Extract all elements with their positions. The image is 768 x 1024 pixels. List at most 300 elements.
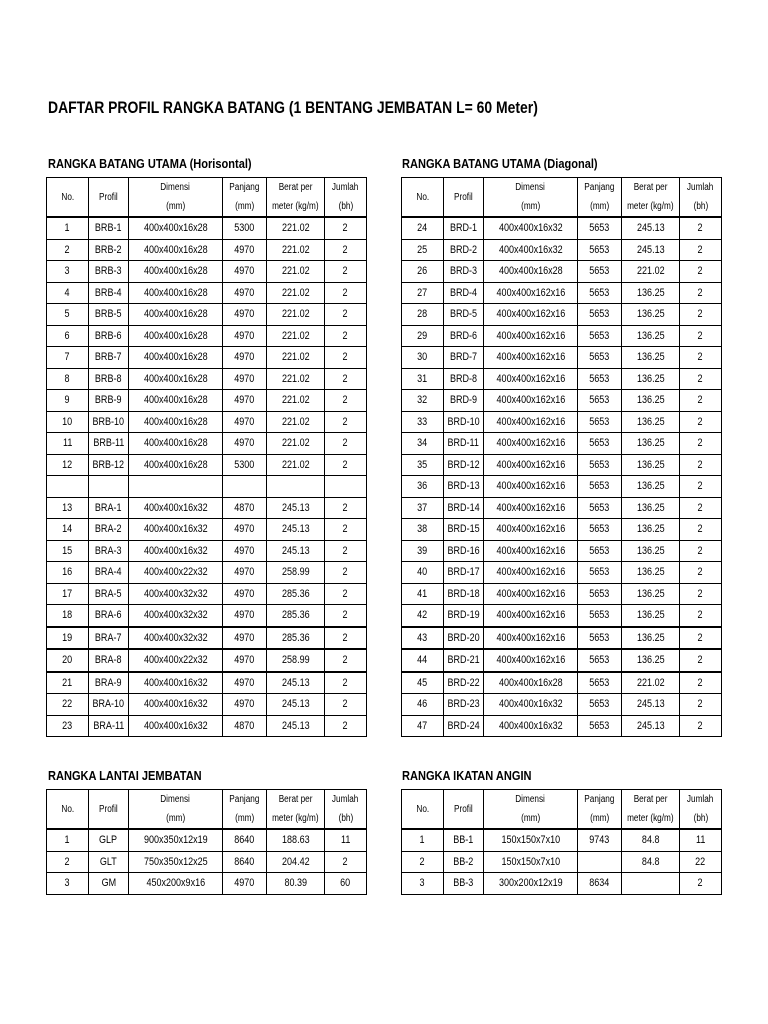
- table-cell: [223, 454, 267, 476]
- table-cell: [129, 851, 223, 873]
- table-cell: [267, 476, 325, 498]
- table-cell: [267, 694, 325, 716]
- header-berat-unit-label: meter (kg/m): [272, 201, 319, 212]
- cell-value: 400x400x162x16: [496, 631, 565, 644]
- header-panjang-unit: [223, 197, 267, 217]
- table-cell: [267, 605, 325, 627]
- table-cell: [444, 476, 484, 498]
- table-cell: [578, 649, 622, 672]
- table-cell: [402, 454, 444, 476]
- cell-value: 221.02: [281, 458, 310, 471]
- cell-value: 221.02: [281, 394, 310, 407]
- table-cell: [444, 694, 484, 716]
- cell-value: 5653: [589, 308, 610, 321]
- cell-value: 17: [62, 587, 73, 600]
- table-cell: [622, 368, 680, 390]
- table-cell: [484, 217, 578, 239]
- table-cell: [444, 261, 484, 283]
- cell-value: 11: [695, 834, 706, 847]
- table-row: [47, 282, 367, 304]
- table-cell: [402, 583, 444, 605]
- cell-value: 32: [417, 394, 428, 407]
- table-cell: [129, 347, 223, 369]
- cell-value: 245.13: [281, 501, 310, 514]
- cell-value: 2: [64, 243, 71, 256]
- header-profil-label: Profil: [99, 191, 118, 203]
- cell-value: 300x200x12x19: [498, 877, 563, 890]
- cell-value: 2: [342, 855, 349, 868]
- table-cell: [444, 627, 484, 650]
- header-panjang: [578, 790, 622, 810]
- table-cell: [444, 562, 484, 584]
- cell-value: BRB-4: [95, 286, 122, 299]
- table-cell: [223, 583, 267, 605]
- header-dimensi-unit: [129, 809, 223, 829]
- header-jumlah-label: Jumlah: [332, 182, 359, 193]
- cell-value: 4970: [234, 877, 255, 890]
- header-panjang-unit-label: (mm): [589, 813, 610, 824]
- table-row: [402, 672, 722, 694]
- cell-value: 2: [342, 719, 349, 732]
- table-diagonal: [401, 177, 722, 737]
- cell-value: 4970: [234, 566, 255, 579]
- cell-value: 285.36: [281, 609, 310, 622]
- table-cell: [325, 304, 367, 326]
- cell-value: 221.02: [281, 329, 310, 342]
- table-row: [402, 261, 722, 283]
- table-cell: [484, 368, 578, 390]
- table-row: [47, 390, 367, 412]
- cell-value: 2: [342, 243, 349, 256]
- cell-value: 245.13: [281, 676, 310, 689]
- cell-value: 5653: [589, 501, 610, 514]
- table-row: [47, 217, 367, 239]
- table-cell: [325, 694, 367, 716]
- table-cell: [444, 519, 484, 541]
- header-jumlah-unit-label: (bh): [338, 201, 353, 212]
- table-cell: [402, 304, 444, 326]
- table-cell: [129, 282, 223, 304]
- cell-value: 2: [697, 394, 704, 407]
- cell-value: 400x400x16x32: [143, 698, 208, 711]
- cell-value: 221.02: [636, 265, 665, 278]
- cell-value: BRD-19: [447, 609, 480, 622]
- cell-value: 136.25: [636, 308, 665, 321]
- cell-value: 23: [62, 719, 73, 732]
- cell-value: BRB-6: [95, 329, 122, 342]
- header-berat-label: Berat per: [633, 794, 668, 805]
- table-cell: [223, 261, 267, 283]
- cell-value: 136.25: [636, 286, 665, 299]
- table-cell: [680, 562, 722, 584]
- cell-value: BRD-21: [447, 654, 480, 667]
- table-row: [47, 476, 367, 498]
- cell-value: BRD-2: [449, 243, 478, 256]
- table-cell: [578, 368, 622, 390]
- table-cell: [402, 325, 444, 347]
- table-cell: [484, 715, 578, 737]
- cell-value: 2: [697, 480, 704, 493]
- cell-value: 8640: [234, 834, 255, 847]
- cell-value: 400x400x16x32: [498, 719, 563, 732]
- table-cell: [444, 851, 484, 873]
- table-cell: [47, 715, 89, 737]
- table-cell: [89, 304, 129, 326]
- cell-value: 5653: [589, 631, 610, 644]
- table-cell: [578, 325, 622, 347]
- header-dimensi: [129, 178, 223, 198]
- cell-value: 2: [342, 698, 349, 711]
- cell-value: 400x400x16x28: [498, 676, 563, 689]
- table-cell: [223, 239, 267, 261]
- table-cell: [578, 672, 622, 694]
- cell-value: 900x350x12x19: [143, 834, 208, 847]
- table-row: [402, 282, 722, 304]
- section-title-horisontal: RANGKA BATANG UTAMA (Horisontal): [48, 156, 252, 171]
- table-cell: [89, 519, 129, 541]
- cell-value: 2: [697, 877, 704, 890]
- header-panjang-unit-label: (mm): [234, 813, 255, 824]
- table-cell: [578, 829, 622, 851]
- table-cell: [444, 325, 484, 347]
- table-cell: [444, 390, 484, 412]
- table-cell: [325, 411, 367, 433]
- table-cell: [622, 261, 680, 283]
- cell-value: BRD-17: [447, 566, 480, 579]
- table-cell: [578, 627, 622, 650]
- cell-value: 400x400x16x28: [143, 394, 208, 407]
- cell-value: 221.02: [281, 286, 310, 299]
- table-cell: [402, 390, 444, 412]
- table-cell: [444, 649, 484, 672]
- cell-value: 2: [697, 458, 704, 471]
- cell-value: 400x400x16x32: [143, 719, 208, 732]
- table-cell: [622, 217, 680, 239]
- cell-value: 400x400x162x16: [496, 523, 565, 536]
- cell-value: 20: [62, 654, 73, 667]
- header-berat-label: Berat per: [278, 794, 313, 805]
- table-cell: [680, 411, 722, 433]
- table-row: [47, 562, 367, 584]
- header-berat: [622, 178, 680, 198]
- header-dimensi-unit-label: (mm): [520, 813, 541, 824]
- table-cell: [402, 627, 444, 650]
- cell-value: BRD-11: [447, 437, 480, 450]
- table-cell: [402, 694, 444, 716]
- cell-value: BRB-10: [92, 415, 125, 428]
- table-cell: [223, 627, 267, 650]
- table-row: [47, 519, 367, 541]
- table-cell: [267, 368, 325, 390]
- table-cell: [89, 261, 129, 283]
- table-cell: [267, 217, 325, 239]
- cell-value: 4870: [234, 501, 255, 514]
- table-cell: [402, 851, 444, 873]
- table-cell: [129, 411, 223, 433]
- table-cell: [267, 411, 325, 433]
- header-profil-label: Profil: [454, 803, 473, 815]
- cell-value: 4970: [234, 698, 255, 711]
- table-cell: [402, 649, 444, 672]
- table-cell: [484, 694, 578, 716]
- table-row: [402, 562, 722, 584]
- cell-value: 221.02: [636, 676, 665, 689]
- header-berat-unit: [267, 197, 325, 217]
- table-cell: [622, 325, 680, 347]
- cell-value: BRA-9: [95, 676, 122, 689]
- table-row: [47, 583, 367, 605]
- table-row: [402, 583, 722, 605]
- table-cell: [325, 649, 367, 672]
- cell-value: 136.25: [636, 480, 665, 493]
- cell-value: 36: [417, 480, 428, 493]
- cell-value: 285.36: [281, 631, 310, 644]
- table-cell: [402, 217, 444, 239]
- table-cell: [444, 672, 484, 694]
- table-cell: [325, 715, 367, 737]
- cell-value: 2: [342, 286, 349, 299]
- header-no-label: No.: [416, 191, 429, 203]
- table-row: [402, 411, 722, 433]
- table-cell: [267, 454, 325, 476]
- table-cell: [267, 627, 325, 650]
- cell-value: 5653: [589, 372, 610, 385]
- table-cell: [223, 476, 267, 498]
- cell-value: BRD-6: [449, 329, 478, 342]
- table-cell: [47, 873, 89, 895]
- table-cell: [89, 873, 129, 895]
- cell-value: GM: [101, 877, 116, 890]
- cell-value: BRA-5: [95, 587, 122, 600]
- table-cell: [622, 851, 680, 873]
- table-cell: [622, 694, 680, 716]
- table-cell: [578, 239, 622, 261]
- table-cell: [444, 873, 484, 895]
- table-cell: [47, 433, 89, 455]
- cell-value: 2: [697, 265, 704, 278]
- cell-value: 5653: [589, 719, 610, 732]
- cell-value: 136.25: [636, 415, 665, 428]
- cell-value: BRD-12: [447, 458, 480, 471]
- cell-value: 5653: [589, 654, 610, 667]
- table-row: [402, 540, 722, 562]
- table-cell: [89, 454, 129, 476]
- table-cell: [484, 627, 578, 650]
- table-cell: [680, 325, 722, 347]
- table-cell: [444, 282, 484, 304]
- cell-value: BRA-3: [95, 544, 122, 557]
- header-panjang-unit-label: (mm): [589, 201, 610, 212]
- table-cell: [484, 672, 578, 694]
- header-panjang-label: Panjang: [229, 182, 260, 193]
- cell-value: 258.99: [281, 654, 310, 667]
- table-cell: [680, 583, 722, 605]
- table-cell: [129, 476, 223, 498]
- table-cell: [484, 390, 578, 412]
- cell-value: 2: [342, 676, 349, 689]
- cell-value: BRD-14: [447, 501, 480, 514]
- table-cell: [402, 672, 444, 694]
- cell-value: 2: [697, 544, 704, 557]
- table-cell: [129, 433, 223, 455]
- cell-value: 400x400x162x16: [496, 654, 565, 667]
- cell-value: 2: [697, 286, 704, 299]
- cell-value: BRA-11: [93, 719, 124, 732]
- table-cell: [484, 649, 578, 672]
- table-cell: [680, 851, 722, 873]
- cell-value: BRD-15: [447, 523, 480, 536]
- table-cell: [267, 433, 325, 455]
- cell-value: 35: [417, 458, 428, 471]
- cell-value: 136.25: [636, 609, 665, 622]
- cell-value: 15: [62, 544, 73, 557]
- cell-value: 2: [342, 587, 349, 600]
- table-cell: [89, 497, 129, 519]
- header-no: [47, 790, 89, 830]
- header-jumlah-unit: [325, 809, 367, 829]
- table-cell: [578, 605, 622, 627]
- table-cell: [47, 649, 89, 672]
- table-cell: [325, 540, 367, 562]
- cell-value: 2: [697, 719, 704, 732]
- cell-value: 450x200x9x16: [146, 877, 205, 890]
- cell-value: 34: [417, 437, 428, 450]
- cell-value: BRD-20: [447, 631, 480, 644]
- cell-value: 5653: [589, 676, 610, 689]
- header-panjang-label: Panjang: [229, 794, 260, 805]
- cell-value: 2: [697, 351, 704, 364]
- table-cell: [578, 583, 622, 605]
- cell-value: 29: [417, 329, 428, 342]
- table-cell: [129, 694, 223, 716]
- cell-value: 204.42: [281, 855, 310, 868]
- table-cell: [622, 347, 680, 369]
- cell-value: 136.25: [636, 544, 665, 557]
- table-cell: [622, 282, 680, 304]
- table-cell: [267, 715, 325, 737]
- cell-value: 2: [342, 308, 349, 321]
- cell-value: 221.02: [281, 351, 310, 364]
- table-cell: [402, 282, 444, 304]
- header-dimensi-label: Dimensi: [515, 182, 546, 193]
- cell-value: 221.02: [281, 222, 310, 235]
- table-cell: [47, 217, 89, 239]
- table-row: [402, 476, 722, 498]
- header-panjang-label: Panjang: [584, 182, 615, 193]
- table-cell: [622, 239, 680, 261]
- cell-value: 4970: [234, 308, 255, 321]
- table-cell: [484, 851, 578, 873]
- header-panjang-unit-label: (mm): [234, 201, 255, 212]
- cell-value: 1: [64, 834, 71, 847]
- cell-value: 16: [62, 566, 73, 579]
- cell-value: 2: [697, 631, 704, 644]
- table-cell: [223, 605, 267, 627]
- cell-value: BRA-8: [95, 654, 122, 667]
- table-cell: [47, 497, 89, 519]
- cell-value: 24: [417, 222, 428, 235]
- cell-value: 2: [697, 415, 704, 428]
- cell-value: 4970: [234, 609, 255, 622]
- table-cell: [47, 583, 89, 605]
- table-cell: [578, 476, 622, 498]
- cell-value: 4: [64, 286, 71, 299]
- table-cell: [129, 368, 223, 390]
- header-jumlah-unit-label: (bh): [338, 813, 353, 824]
- table-cell: [89, 390, 129, 412]
- cell-value: 26: [417, 265, 428, 278]
- table-cell: [680, 368, 722, 390]
- table-cell: [267, 325, 325, 347]
- table-cell: [444, 304, 484, 326]
- cell-value: 136.25: [636, 329, 665, 342]
- cell-value: 5653: [589, 523, 610, 536]
- table-cell: [325, 282, 367, 304]
- table-cell: [578, 261, 622, 283]
- table-cell: [578, 497, 622, 519]
- cell-value: 5653: [589, 415, 610, 428]
- cell-value: 400x400x16x28: [143, 308, 208, 321]
- cell-value: 10: [62, 415, 73, 428]
- cell-value: 13: [62, 501, 73, 514]
- cell-value: 3: [64, 265, 71, 278]
- table-row: [402, 605, 722, 627]
- table-row: [47, 694, 367, 716]
- cell-value: 8640: [234, 855, 255, 868]
- table-cell: [680, 282, 722, 304]
- cell-value: 2: [697, 566, 704, 579]
- cell-value: 4970: [234, 631, 255, 644]
- table-cell: [622, 454, 680, 476]
- cell-value: 245.13: [636, 243, 665, 256]
- table-row: [47, 829, 367, 851]
- table-cell: [402, 562, 444, 584]
- cell-value: BRB-5: [95, 308, 122, 321]
- table-cell: [267, 390, 325, 412]
- table-row: [402, 715, 722, 737]
- table-cell: [578, 519, 622, 541]
- cell-value: 5653: [589, 566, 610, 579]
- table-cell: [484, 411, 578, 433]
- cell-value: 21: [62, 676, 73, 689]
- table-cell: [47, 390, 89, 412]
- table-cell: [325, 672, 367, 694]
- table-cell: [129, 873, 223, 895]
- table-row: [402, 347, 722, 369]
- table-cell: [578, 851, 622, 873]
- cell-value: 400x400x162x16: [496, 308, 565, 321]
- table-cell: [325, 454, 367, 476]
- table-cell: [223, 672, 267, 694]
- cell-value: 150x150x7x10: [501, 855, 560, 868]
- table-row: [47, 347, 367, 369]
- cell-value: 2: [697, 372, 704, 385]
- table-cell: [129, 304, 223, 326]
- table-cell: [129, 715, 223, 737]
- table-horisontal: [46, 177, 367, 737]
- table-cell: [267, 261, 325, 283]
- cell-value: BRA-4: [95, 566, 122, 579]
- header-no: [402, 790, 444, 830]
- table-cell: [402, 433, 444, 455]
- table-cell: [444, 583, 484, 605]
- header-jumlah-unit: [680, 809, 722, 829]
- table-cell: [484, 873, 578, 895]
- table-row: [47, 433, 367, 455]
- table-cell: [47, 239, 89, 261]
- table-cell: [89, 605, 129, 627]
- table-cell: [89, 829, 129, 851]
